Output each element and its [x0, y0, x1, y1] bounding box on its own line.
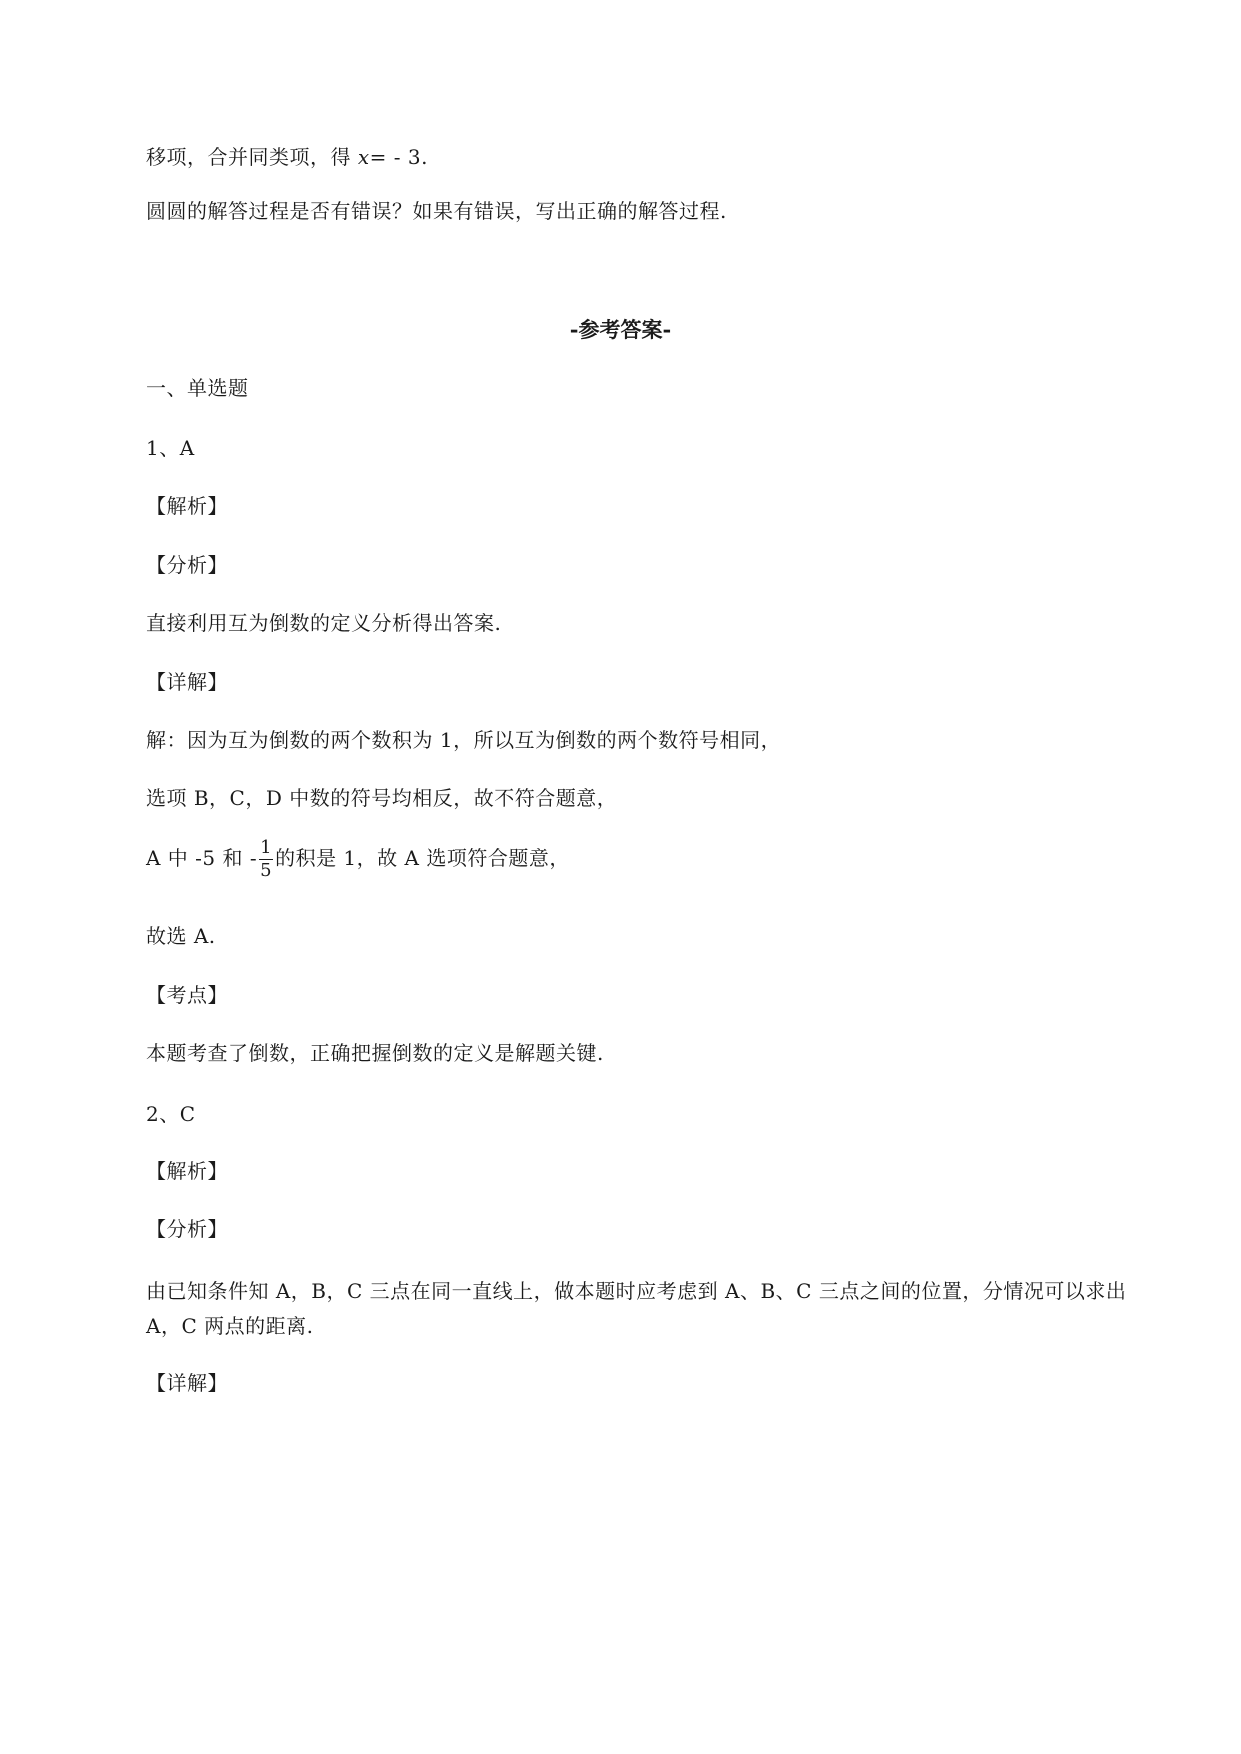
q1-fenxi-label: 【分析】 — [146, 553, 228, 577]
transpose-step-line — [146, 143, 428, 171]
q1-jiexi-label: 【解析】 — [146, 494, 228, 518]
q2-fenxi-label: 【分析】 — [146, 1217, 228, 1241]
q1-kaodian-text: 本题考查了倒数，正确把握倒数的定义是解题关键. — [146, 1041, 604, 1065]
transpose-step-text: 移项，合并同类项，得 — [146, 145, 358, 169]
answer-heading: -参考答案- — [569, 317, 672, 342]
q1-kaodian-label: 【考点】 — [146, 983, 228, 1007]
q2-number: 2、C — [146, 1102, 196, 1126]
variable-x: x — [357, 145, 370, 169]
q2-xiangjie-label: 【详解】 — [146, 1371, 228, 1395]
q1-xiangjie-label: 【详解】 — [146, 670, 228, 694]
q1-step-3 — [146, 833, 570, 883]
q1-fenxi-text: 直接利用互为倒数的定义分析得出答案. — [146, 611, 502, 635]
q1-step-2: 选项 B，C，D 中数的符号均相反，故不符合题意， — [146, 786, 618, 810]
question-prompt: 圆圆的解答过程是否有错误？如果有错误，写出正确的解答过程. — [146, 199, 727, 223]
q1-number: 1、A — [146, 436, 195, 460]
q1-step-3-suffix: 的积是 1，故 A 选项符合题意， — [275, 846, 570, 870]
fraction-denominator: 5 — [260, 860, 273, 881]
fraction-one-fifth — [259, 837, 273, 882]
q1-step-4: 故选 A. — [146, 924, 216, 948]
q1-step-3-prefix: A 中 -5 和 - — [146, 846, 258, 870]
q2-jiexi-label: 【解析】 — [146, 1159, 228, 1183]
section-title: 一、单选题 — [146, 376, 249, 400]
q1-step-1: 解：因为互为倒数的两个数积为 1，所以互为倒数的两个数符号相同， — [146, 728, 782, 752]
fraction-numerator: 1 — [260, 837, 273, 858]
q2-fenxi-text: 由已知条件知 A，B，C 三点在同一直线上，做本题时应考虑到 A、B、C 三点之间的位置，分情况可以求出 A，C 两点的距离. — [146, 1279, 1127, 1338]
transpose-step-result: = - 3. — [369, 145, 428, 169]
